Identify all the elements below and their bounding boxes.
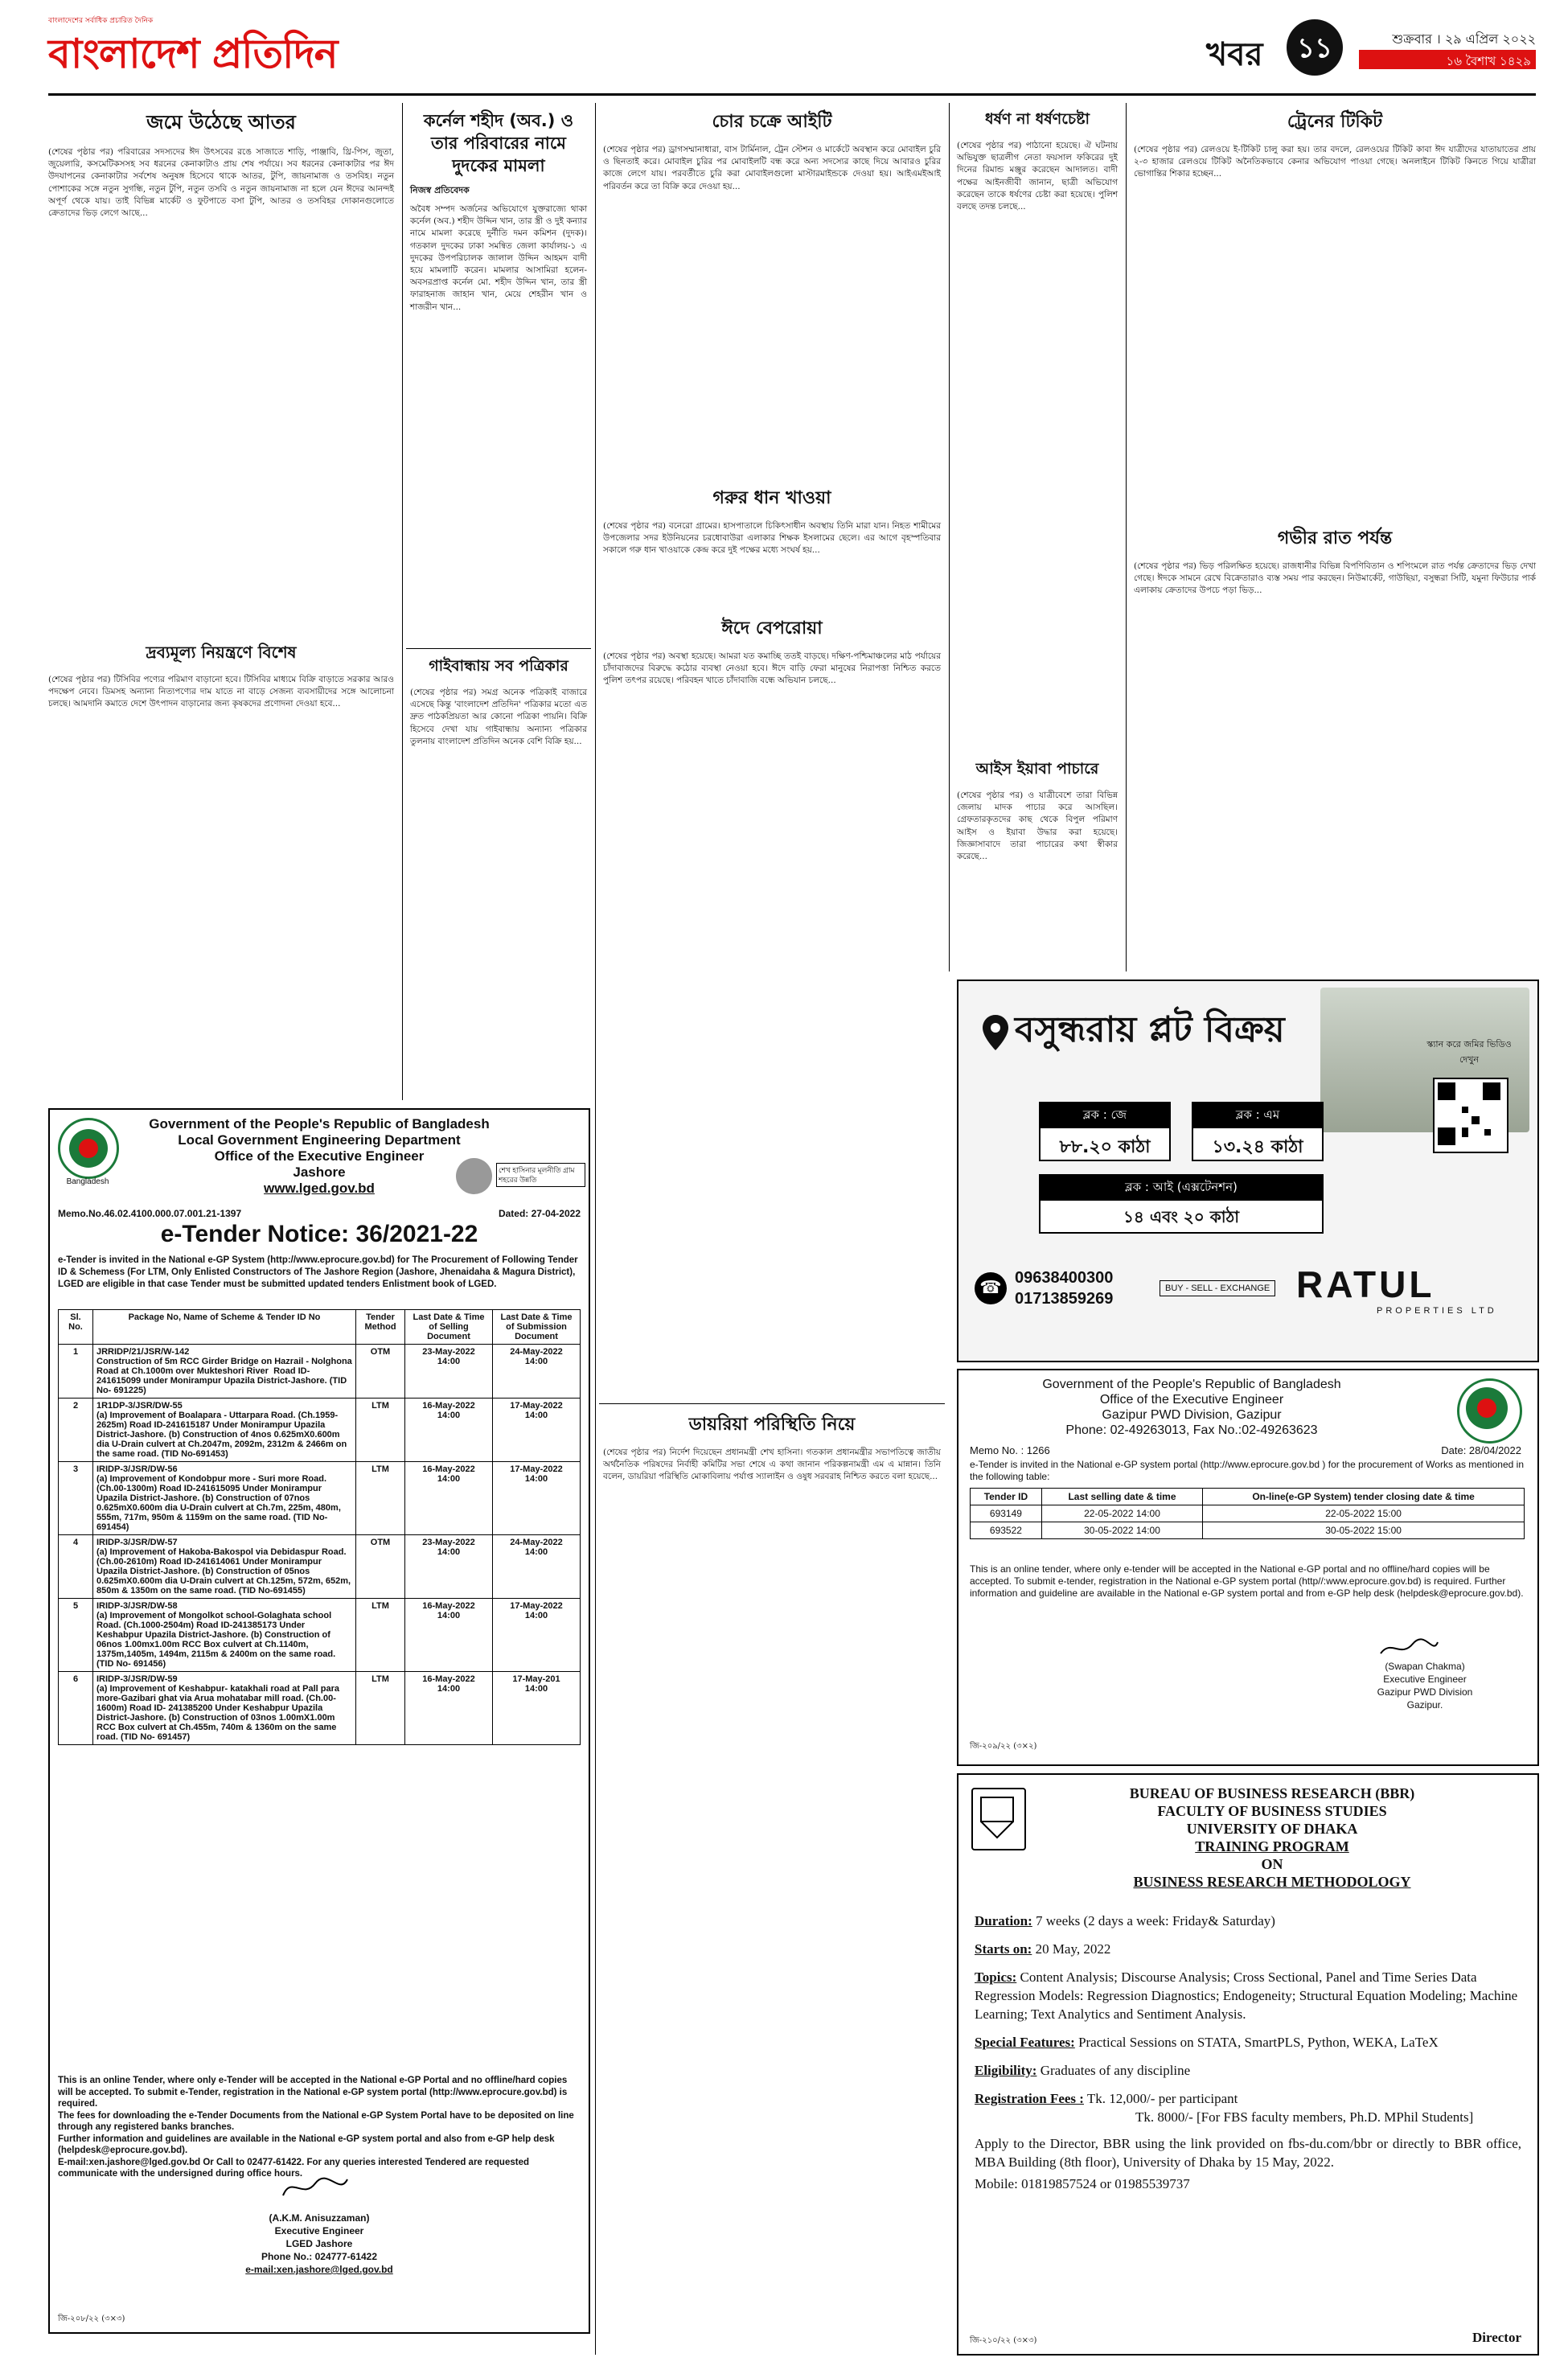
article-ice (957, 756, 1121, 971)
bbr-duration: 7 weeks (2 days a week: Friday& Saturday) (1036, 1913, 1275, 1928)
lged-table-wrap (58, 1309, 581, 1745)
bbr-h4: TRAINING PROGRAM (1195, 1838, 1349, 1854)
col-method: Tender Method (356, 1310, 405, 1345)
bbr-duration-label: Duration: (975, 1913, 1032, 1928)
block-i-value: ১৪ এবং ২০ কাঠা (1123, 1207, 1240, 1226)
bbr-h6: BUSINESS RESEARCH METHODOLOGY (1133, 1874, 1411, 1890)
block-m-card (1192, 1102, 1324, 1161)
cell-method: LTM (356, 1672, 405, 1745)
lged-header-line3: Office of the Executive Engineer (214, 1148, 425, 1164)
plot-title: বসুন্ধরায় প্লট বিক্রয় (1015, 1009, 1285, 1050)
qr-caption: স্ক্যান করে জমির ভিডিও দেখুন (1426, 1039, 1512, 1065)
article-eid-beporoa (603, 613, 944, 1401)
lged-header-line4: Jashore (293, 1164, 346, 1180)
lged-email[interactable]: e-mail:xen.jashore@lged.gov.bd (245, 2264, 393, 2275)
pwd-intro: e-Tender is invited in the National e-GP system portal (http://www.eprocure.gov.bd ) for the procurement of Works as mentioned in the following table: (970, 1459, 1524, 1482)
lged-website[interactable]: www.lged.gov.bd (264, 1181, 375, 1196)
article-body: (শেষের পৃষ্ঠার পর) টিসিবির পণ্যের পরিমাণ বাড়ানো হবে। টিসিবির মাধ্যমে বিক্রি বাড়াতে সরকার আরও পদক্ষেপ নেবে। ডিমসহ অন্যান্য নিত্যপণ্যের দাম যাতে না বাড়ে সেজন্য ব্যবসায়ীদের সঙ্গে আলোচনা চলছে। আমদানি কমাতে দেশে উৎপাদন বাড়ানোর জন্য কৃষকদের প্রণোদনা দেওয়া হবে... (48, 675, 397, 709)
article-dhorshon (957, 103, 1121, 754)
cell-selling: 16-May-2022 14:00 (405, 1399, 493, 1462)
pwd-sig-name: (Swapan Chakma) (1385, 1661, 1465, 1672)
cell-sl: 1 (59, 1345, 93, 1399)
bbr-fees-1: Tk. 12,000/- per participant (1086, 2091, 1238, 2106)
location-pin-icon (981, 1013, 1010, 1052)
article-body: (শেষের পৃষ্ঠার পর) ভিড় পরিলক্ষিত হয়েছে। রাজধানীর বিভিন্ন বিপণিবিতান ও শপিংমলে রাত পর্যন্ত ক্রেতাদের ভিড় দেখা গেছে। ঈদকে সামনে রেখে বিক্রেতারাও ব্যস্ত সময় পার করছেন। নিউমার্কেট, গাউছিয়া, বসুন্ধরা সিটি, যমুনা ফিউচার পার্ক এলাকায় ক্রেতাদের উপচে পড়া ভিড়... (1134, 561, 1539, 596)
bbr-mobile[interactable]: Mobile: 01819857524 or 01985539737 (975, 2176, 1190, 2191)
article-title: দ্রব্যমূল্য নিয়ন্ত্রণে বিশেষ (146, 643, 297, 662)
pwd-date: Date: 28/04/2022 (1441, 1444, 1521, 1456)
bbr-ref: জি-২১০/২২ (৩×৩) (970, 2336, 1037, 2345)
section-rule (406, 648, 591, 649)
article-title: আইস ইয়াবা পাচারে (975, 760, 1099, 778)
table-row (971, 1505, 1525, 1522)
ad-lged-tender (48, 1108, 590, 2334)
bbr-apply: Apply to the Director, BBR using the link provided on fbs-du.com/bbr or directly to BBR office, MBA Building (8th floor), University of Dhaka by 15 May, 2022. (975, 2136, 1521, 2170)
masthead-rule (48, 93, 1536, 96)
bbr-director: Director (1472, 2330, 1521, 2345)
masthead-logo: বাংলাদেশ প্রতিদিন (48, 31, 338, 77)
pwd-header-line3: Gazipur PWD Division, Gazipur (1102, 1408, 1282, 1422)
bbr-h1: BUREAU OF BUSINESS RESEARCH (BBR) (1129, 1785, 1415, 1801)
masthead (48, 14, 1536, 92)
article-gaibandha (410, 651, 590, 1098)
col-closing: On-line(e-GP System) tender closing date & time (1203, 1489, 1525, 1505)
block-m-label: ব্লক : এম (1193, 1103, 1322, 1128)
bbr-h3: UNIVERSITY OF DHAKA (1186, 1821, 1358, 1837)
bbr-h5: ON (1261, 1856, 1283, 1872)
ratul-logo-sub: PROPERTIES LTD (1377, 1306, 1497, 1316)
col-selling: Last Date & Time of Selling Document (405, 1310, 493, 1345)
block-i-card (1039, 1174, 1324, 1234)
pwd-memo: Memo No. : 1266 (970, 1444, 1050, 1456)
cell-package: IRIDP-3/JSR/DW-57 (a) Improvement of Hakoba-Bakospol via Debidaspur Road. (Ch.00-2610m) Road ID-241614061 Under Monirampur Upazila District-Jashore. (b) Construction of 05nos 0.625mX0.600m dia U-Drain culvert at Ch.125m, 572m, 652m, 850m & 1350m on the same road. (TID No-691455) (93, 1535, 356, 1599)
signature-mark (1377, 1636, 1441, 1660)
cell-sl: 2 (59, 1399, 93, 1462)
pwd-header (967, 1377, 1417, 1438)
col-package: Package No, Name of Scheme & Tender ID No (93, 1310, 356, 1345)
article-title: কর্নেল শহীদ (অব.) ও তার পরিবারের নামে দুদকের মামলা (423, 111, 574, 175)
pwd-sig-title: Executive Engineer (1383, 1674, 1467, 1685)
cell-submission: 24-May-2022 14:00 (493, 1535, 581, 1599)
column-divider (1126, 103, 1127, 971)
article-body: (শেষের পৃষ্ঠার পর) সমগ্র অনেক পত্রিকাই বাজারে এসেছে কিন্তু 'বাংলাদেশ প্রতিদিন' পত্রিকার মতো এত দ্রুত পাঠকপ্রিয়তা আর কোনো পত্রিকা পায়নি। বিক্রি হিসেবে দেখা যায় গাইবান্ধায় অন্যান্য পত্রিকার তুলনায় বাংলাদেশ প্রতিদিন অনেক বেশি বিক্রি হয়... (410, 688, 590, 746)
cell-submission: 24-May-2022 14:00 (493, 1345, 581, 1399)
lged-phone: Phone No.: 024777-61422 (261, 2251, 378, 2262)
bbr-fees-2: Tk. 8000/- [For FBS faculty members, Ph.D. MPhil Students] (1135, 2109, 1474, 2125)
pwd-sig-org: Gazipur PWD Division (1377, 1686, 1473, 1698)
article-goru-dhan (603, 483, 944, 611)
column-divider (595, 103, 596, 2355)
bbr-topics-row (975, 1968, 1521, 2023)
lged-ref: জি-২০৮/২২ (৩×৩) (58, 2314, 125, 2323)
bbr-features-label: Special Features: (975, 2035, 1075, 2050)
pwd-logo (1457, 1378, 1522, 1444)
bbr-elig: Graduates of any discipline (1040, 2063, 1191, 2078)
article-diarrhoea (603, 1407, 944, 2352)
article-body: (শেষের পৃষ্ঠার পর) পরিবারের সদস্যদের ঈদ উৎসবের রঙে সাজাতে শাড়ি, পাঞ্জাবি, থ্রি-পিস, জুতা, জুয়েলারি, কসমেটিকসসহ সব ধরনের কেনাকাটাও প্রায় শেষ পর্যায়ে। সব ধরনের কেনাকাটার পর ঈদ উদযাপনের কেনাকাটার সর্বশেষ অনুষঙ্গ হিসেবে থাকে আতর, টুপি, জায়নামাজ ও তসবিহ। নতুন পোশাকের সঙ্গে নতুন সুগন্ধি, নতুন টুপি, নতুন তসবি ও নতুন জায়নামাজ না হলে যেন ঈদের আনন্দই অপূর্ণ থেকে যায়। তাই বিভিন্ন মার্কেট ও ফুটপাতে বসা টুপি, আতর ও তসবিহর দোকানগুলোতে ক্রেতাদের ভিড় লেগে আছে... (48, 147, 397, 219)
du-logo (971, 1788, 1026, 1850)
cell-method: LTM (356, 1599, 405, 1672)
cell-method: OTM (356, 1535, 405, 1599)
article-title: ডায়রিয়া পরিস্থিতি নিয়ে (688, 1415, 856, 1435)
cell-submission: 17-May-201 14:00 (493, 1672, 581, 1745)
cell-selling: 16-May-2022 14:00 (405, 1599, 493, 1672)
table-row (59, 1535, 581, 1599)
col-sl: Sl. No. (59, 1310, 93, 1345)
table-row (59, 1599, 581, 1672)
article-body: (শেষের পৃষ্ঠার পর) নির্দেশ দিয়েছেন প্রধানমন্ত্রী শেখ হাসিনা। গতকাল প্রধানমন্ত্রীর সভাপতিত্বে জাতীয় অর্থনৈতিক পরিষদের নির্বাহী কমিটির সভা শেষে এ কথা জানান পরিকল্পনামন্ত্রী এম এ মান্নান। তিনি বলেন, ডায়রিয়া পরিস্থিতি মোকাবিলায় পর্যাপ্ত স্যালাইন ও ওষুধ সরবরাহ নিশ্চিত করতে বলা হয়েছে... (603, 1448, 944, 1482)
lged-header-line1: Government of the People's Republic of Bangladesh (149, 1116, 490, 1132)
cell-submission: 17-May-2022 14:00 (493, 1462, 581, 1535)
bbr-eligibility-row (975, 2061, 1521, 2080)
ad-bbr-training (957, 1773, 1539, 2356)
bbr-starts-row (975, 1940, 1521, 1958)
table-header-row (59, 1310, 581, 1345)
lged-memo: Memo.No.46.02.4100.000.07.001.21-1397 (58, 1208, 242, 1219)
bbr-starts: 20 May, 2022 (1035, 1941, 1111, 1957)
lged-logo-caption: Bangladesh (66, 1177, 109, 1186)
bbr-elig-label: Eligibility: (975, 2063, 1037, 2078)
masthead-tagline: বাংলাদেশের সর্বাধিক প্রচারিত দৈনিক (48, 17, 154, 25)
cell-package: IRIDP-3/JSR/DW-58 (a) Improvement of Mongolkot school-Golaghata school Road. (Ch.1000-2504m) Road ID-241385173 Under Keshabpur Upazila District-Jashore. (b) Construction of 06nos 1.00mx1.00m RCC Box culvert at Ch.1140m, 1375m,1405m, 1494m, 2115m & 2400m on the same road. (TID No- 691456) (93, 1599, 356, 1672)
article-title: চোর চক্রে আইটি (712, 112, 832, 132)
cell-package: 1R1DP-3/JSR/DW-55 (a) Improvement of Boalapara - Uttarpara Road. (Ch.1959-2625m) Road ID-241615187 Under Monirampur Upazila District-Jashore. (b) Construction of 4nos 0.625mX0.600m dia U-Drain culvert at Ch.2047m, 2092m, 2312m & 2466m on the same road. (TID No-691453) (93, 1399, 356, 1462)
lged-slogan: শেখ হাসিনার মূলনীতি গ্রাম শহরের উন্নতি (496, 1163, 585, 1187)
qr-code[interactable] (1433, 1078, 1508, 1153)
block-m-value: ১৩.২৪ কাঠা (1212, 1137, 1303, 1157)
col-selling: Last selling date & time (1041, 1489, 1202, 1505)
cell-package: IRIDP-3/JSR/DW-56 (a) Improvement of Kondobpur more - Suri more Road. (Ch.00-1300m) Road ID-241615095 Under Monirampur Upazila District-Jashore. (b) Construction of 07nos 0.625mX0.600m dia U-Drain culvert at Ch.7m, 225m, 480m, 555m, 717m, 950m & 1159m on the same road. (TID No- 691454) (93, 1462, 356, 1535)
cell-package: JRRIDP/21/JSR/W-142 Construction of 5m RCC Girder Bridge on Hazrail - Nolghona Road at Ch.1000m over Mukteshori River Road ID-241615099 under Monirampur Upazila District-Jashore. (TID No- 691225) (93, 1345, 356, 1399)
pwd-tender-table (970, 1488, 1525, 1539)
bbr-duration-row (975, 1912, 1521, 1930)
plot-tagline: BUY - SELL - EXCHANGE (1160, 1280, 1275, 1296)
phone-icon: ☎ (975, 1272, 1007, 1304)
bbr-fees-row (975, 2089, 1521, 2108)
table-row (59, 1345, 581, 1399)
lged-signature-block (211, 2212, 428, 2276)
lged-sig-org: LGED Jashore (285, 2238, 353, 2249)
cell-method: LTM (356, 1399, 405, 1462)
ad-bashundhara-plot (957, 980, 1539, 1362)
lged-dated: Dated: 27-04-2022 (498, 1208, 581, 1219)
lged-header-line2: Local Government Engineering Department (178, 1132, 461, 1148)
block-i-label: ব্লক : আই (এক্সটেনশন) (1041, 1176, 1322, 1201)
lged-footer-note: This is an online Tender, where only e-Tender will be accepted in the National e-GP Portal and no offline/hard copies will be accepted. To submit e-Tender, registration in the National e-GP system portal (http://www.eprocure.gov.bd) is required. The fees for downloading the e-Tender Documents from the National e-GP System Portal have to be deposited on line through any registered banks branches. Further information and guidelines are available in the National e-GP system portal and also from e-GP help desk (helpdesk@eprocure.gov.bd). E-mail:xen.jashore@lged.gov.bd Or Call to 02477-61422. For any queries interested Tendered are requested communicate with the undersigned during office hours. (58, 2076, 574, 2179)
pwd-sig-place: Gazipur. (1406, 1699, 1443, 1711)
cell-selling: 16-May-2022 14:00 (405, 1462, 493, 1535)
block-j-card (1039, 1102, 1171, 1161)
cell-tender-id: 693149 (971, 1505, 1042, 1522)
article-train (1134, 103, 1539, 521)
cell-submission: 17-May-2022 14:00 (493, 1599, 581, 1672)
cell-closing: 22-05-2022 15:00 (1203, 1505, 1525, 1522)
bbr-features-row (975, 2033, 1521, 2052)
article-dubbomullo (48, 639, 397, 1098)
bbr-topics: Content Analysis; Discourse Analysis; Cross Sectional, Panel and Time Series Data Regression Models: Regression Diagnostics; Endogeneity; Structural Equation Modeling; Machine Learning; Text Analytics and Sentiment Analysis. (975, 1969, 1518, 2022)
section-rule (599, 1403, 945, 1404)
pwd-table-wrap (970, 1488, 1525, 1539)
cell-sl: 3 (59, 1462, 93, 1535)
article-body: (শেষের পৃষ্ঠার পর) বনেরো গ্রামের। হাসপাতালে চিকিৎসাধীন অবস্থায় তিনি মারা যান। নিহত শামীমের উপজেলার সদর ইউনিয়নের চরধোবাউরা এলাকার শিক্ষক ইসলামের ছেলে। এর আগে বৃহস্পতিবার সকালে গরু ধান খাওয়াকে কেন্দ্র করে দুই পক্ষের মধ্যে সংঘর্ষ হয়... (603, 521, 944, 556)
pwd-footer-note: This is an online tender, where only e-tender will be accepted in the National e-GP portal and no offline/hard copies will be accepted. To submit e-tender, registration in the National e-GP system portal (http//:www.eprocure.gov.bd) is required. Further information and guideline are available in the National e-GP system portal and from e-GP help desk (helpdesk@eprocure.gov.bd). (970, 1563, 1524, 1599)
col-submission: Last Date & Time of Submission Document (493, 1310, 581, 1345)
article-body: (শেষের পৃষ্ঠার পর) ও যাত্রীবেশে তারা বিভিন্ন জেলায় মাদক পাচার করে আসছিল। গ্রেফতারকৃতদের কাছ থেকে বিপুল পরিমাণ আইস ও ইয়াবা উদ্ধার করা হয়েছে। জিজ্ঞাসাবাদে তারা পাচারের কথা স্বীকার করেছে... (957, 791, 1121, 862)
article-title: গরুর ধান খাওয়া (712, 488, 831, 508)
table-row (59, 1672, 581, 1745)
bbr-topics-label: Topics: (975, 1969, 1017, 1985)
cell-method: LTM (356, 1462, 405, 1535)
article-byline: নিজস্ব প্রতিবেদক (410, 185, 470, 195)
lged-logo (58, 1118, 119, 1179)
article-chor-chokre (603, 103, 944, 481)
cell-selling: 30-05-2022 14:00 (1041, 1522, 1202, 1539)
pwd-ref: জি-২০৯/২২ (৩×২) (970, 1742, 1037, 1751)
article-title: ঈদে বেপরোয়া (721, 618, 823, 639)
article-gobhir-raat (1134, 523, 1539, 971)
article-cornel (410, 103, 590, 634)
bbr-details (975, 1912, 1521, 2193)
article-title: গভীর রাত পর্যন্ত (1277, 528, 1393, 548)
article-body: (শেষের পৃষ্ঠার পর) ড্রাগসম্মানাধারা, বাস টার্মিনাল, ট্রেন স্টেশন ও মার্কেটে অবস্থান করে মোবাইল চুরি ও ছিনতাই করে। মোবাইল চুরির পর মোবাইলটি বন্ধ করে অন্য সদস্যের কাছে দিয়ে আবারও চুরির কাজে লেগে যায়। পরবর্তীতে চুরি করা মোবাইলগুলো মাস্টারমাইন্ডকে দেওয়া হয়। আইএমইআই পরিবর্তন করে তা বিক্রি করে দেওয়া হয়... (603, 145, 944, 191)
article-body: অবৈধ সম্পদ অর্জনের অভিযোগে যুক্তরাজ্যে থাকা কর্নেল (অব.) শহীদ উদ্দিন খান, তার স্ত্রী ও দুই কন্যার নামে মামলা করেছে দুর্নীতি দমন কমিশন (দুদক)। গতকাল দুদকের ঢাকা সমন্বিত জেলা কার্যালয়-১ এ দুদকের উপপরিচালক জালাল উদ্দিন আহমদ বাদী হয়ে মামলাটি করেন। মামলার আসামিরা হলেন- অবসরপ্রাপ্ত কর্নেল মো. শহীদ উদ্দিন খান, তার স্ত্রী ফারাহনাজ জাহান খান, মেয়ে শেহরীন খান ও শাজরীন খান... (410, 204, 590, 312)
lged-tender-table (58, 1309, 581, 1745)
lged-intro: e-Tender is invited in the National e-GP System (http://www.eprocure.gov.bd) for The Procurement of Following Tender ID & Schemess (For LTM, Only Enlisted Constructors of The Jashore Region (Jashore, Jhenaidaha & Magura District), LGED are eligible in that case Tender must be submitted updated tenders Enlistment book of LGED. (58, 1255, 578, 1289)
cell-submission: 17-May-2022 14:00 (493, 1399, 581, 1462)
ad-pwd-tender (957, 1369, 1539, 1766)
cell-tender-id: 693522 (971, 1522, 1042, 1539)
cell-selling: 23-May-2022 14:00 (405, 1345, 493, 1399)
article-title: জমে উঠেছে আতর (146, 111, 296, 133)
bbr-header (1031, 1785, 1513, 1891)
cell-sl: 5 (59, 1599, 93, 1672)
column-divider (949, 103, 950, 971)
cell-sl: 6 (59, 1672, 93, 1745)
table-row (59, 1399, 581, 1462)
table-row (59, 1462, 581, 1535)
article-body: (শেষের পৃষ্ঠার পর) অবস্থা হয়েছে। আমরা যত কমাচ্ছি ততই বাড়ছে। দক্ষিণ-পশ্চিমাঞ্চলের মাঠ পর্যায়ের চাঁদাবাজদের বিরুদ্ধে কঠোর ব্যবস্থা নেওয়া হবে। ঈদে বাড়ি ফেরা মানুষের নিরাপত্তা নিশ্চিত করতে পুলিশ তৎপর রয়েছে। পরিবহন খাতে চাঁদাবাজি বন্ধে অভিযান চলছে... (603, 651, 944, 686)
cell-selling: 23-May-2022 14:00 (405, 1535, 493, 1599)
lged-sig-name: (A.K.M. Anisuzzaman) (269, 2212, 370, 2224)
table-row (971, 1522, 1525, 1539)
bbr-h2: FACULTY OF BUSINESS STUDIES (1157, 1803, 1387, 1819)
plot-phone-2[interactable]: 01713859269 (1015, 1290, 1114, 1308)
block-j-label: ব্লক : জে (1041, 1103, 1169, 1128)
col-tender-id: Tender ID (971, 1489, 1042, 1505)
lged-tender-title: e-Tender Notice: 36/2021-22 (160, 1221, 478, 1247)
section-name: খবর (1206, 36, 1263, 73)
bbr-fees-label: Registration Fees : (975, 2091, 1084, 2106)
article-title: ট্রেনের টিকিট (1287, 112, 1383, 132)
cell-selling: 22-05-2022 14:00 (1041, 1505, 1202, 1522)
article-jome-uthche (48, 103, 397, 638)
article-body: (শেষের পৃষ্ঠার পর) রেলওয়ে ই-টিকিট চালু করা হয়। তার বদলে, রেলওয়ের টিকিট কাবা ঈদ যাত্রীদের যাতায়াতের প্রায় ২-৩ হাজার রেলওয়ে টিকিট অনৈতিকভাবে কেনার অভিযোগ পাওয়া গেছে। অনলাইনে টিকিট কিনতে গিয়ে যাত্রীরা ভোগান্তির শিকার হচ্ছেন... (1134, 145, 1539, 179)
plot-phone-1[interactable]: 09638400300 (1015, 1269, 1114, 1287)
pwd-header-line2: Office of the Executive Engineer (1099, 1393, 1284, 1407)
cell-package: IRIDP-3/JSR/DW-59 (a) Improvement of Keshabpur- katakhali road at Pall para more-Gazibari ghat via Arua mohatabar mill road. (Ch.00-1600m) Road ID- 241385200 Under Keshabpur Upazila District-Jashore. (b) Construction of 03nos 1.00mX1.00m RCC Box culvert at Ch.455m, 740m & 1360m on the same road. (TID No- 691457) (93, 1672, 356, 1745)
cell-selling: 16-May-2022 14:00 (405, 1672, 493, 1745)
pwd-header-line4: Phone: 02-49263013, Fax No.:02-49263623 (1065, 1423, 1318, 1437)
block-j-value: ৮৮.২০ কাঠা (1059, 1137, 1151, 1157)
lged-header (122, 1116, 516, 1197)
lged-sig-title: Executive Engineer (274, 2225, 364, 2236)
date-bn: ১৬ বৈশাখ ১৪২৯ (1446, 54, 1531, 68)
bbr-features: Practical Sessions on STATA, SmartPLS, Python, WEKA, LaTeX (1078, 2035, 1439, 2050)
cell-method: OTM (356, 1345, 405, 1399)
pwd-signature-block (1328, 1660, 1521, 1711)
pwd-header-line1: Government of the People's Republic of Bangladesh (1042, 1378, 1341, 1391)
column-divider (402, 103, 403, 1100)
bbr-starts-label: Starts on: (975, 1941, 1032, 1957)
article-title: ধর্ষণ না ধর্ষণচেষ্টা (984, 110, 1090, 128)
article-body: (শেষের পৃষ্ঠার পর) পাঠানো হয়েছে। ঐ ঘটনায় অভিযুক্ত ছাত্রলীগ নেতা ফয়সাল ফকিরের দুই দিনের রিমান্ড মঞ্জুর করেছেন আদালত। বাদী পক্ষের আইনজীবী জানান, ছাত্রী অভিযোগ করেছেন তাকে ধর্ষণের চেষ্টা করা হয়েছে। পুলিশ বলছে তদন্ত চলছে... (957, 141, 1121, 212)
date-line: শুক্রবার । ২৯ এপ্রিল ২০২২ (1392, 31, 1536, 47)
table-header-row (971, 1489, 1525, 1505)
ratul-logo: RATUL (1296, 1263, 1435, 1305)
signature-mark (275, 2171, 355, 2204)
page-number: ১১ (1296, 32, 1333, 64)
cell-closing: 30-05-2022 15:00 (1203, 1522, 1525, 1539)
cell-sl: 4 (59, 1535, 93, 1599)
article-title: গাইবান্ধায় সব পত্রিকার (429, 657, 569, 675)
